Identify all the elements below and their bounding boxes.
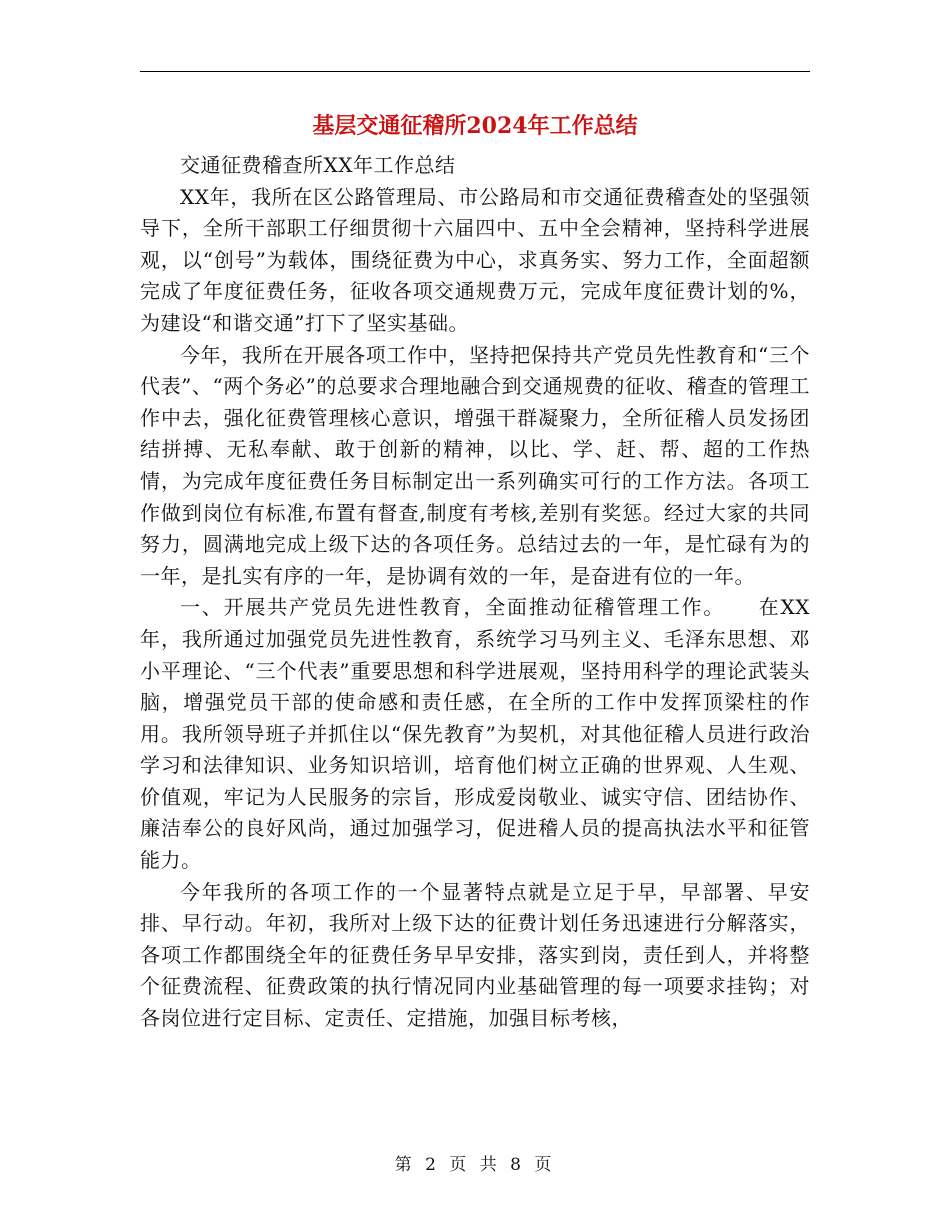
page-number-footer: 第 2 页 共 8 页: [394, 1155, 556, 1175]
document-title: 基层交通征稽所2024年工作总结: [312, 113, 638, 139]
body-paragraph: 一、开展共产党员先进性教育，全面推动征稽管理工作。 在XX年，我所通过加强党员先进性教育，系统学习马列主义、毛泽东思想、邓小平理论、“三个代表”重要思想和科学进展观，坚持用科学的理论武装头脑，增强党员干部的使命感和责任感，在全所的工作中发挥顶梁柱的作用。我所领导班子并抓住以“保先教育”为契机，对其他征稽人员进行政治学习和法律知识、业务知识培训，培育他们树立正确的世界观、人生观、价值观，牢记为人民服务的宗旨，形成爱岗敬业、诚实守信、团结协作、廉洁奉公的良好风尚，通过加强学习，促进稽人员的提高执法水平和征管能力。: [140, 595, 810, 873]
body-paragraph: 今年我所的各项工作的一个显著特点就是立足于早，早部署、早安排、早行动。年初，我所对上级下达的征费计划任务迅速进行分解落实，各项工作都围绕全年的征费任务早早安排，落实到岗，责任到人，并将整个征费流程、征费政策的执行情况同内业基础管理的每一项要求挂钩；对各岗位进行定目标、定责任、定措施，加强目标考核，: [140, 879, 810, 1031]
body-paragraph: 交通征费稽查所XX年工作总结: [180, 153, 456, 177]
document-body: [140, 150, 810, 1035]
header-rule: [140, 71, 810, 72]
body-paragraph: 今年，我所在开展各项工作中，坚持把保持共产党员先性教育和“三个代表”、“两个务必”的总要求合理地融合到交通规费的征收、稽查的管理工作中去，强化征费管理核心意识，增强干群凝聚力，全所征稽人员发扬团结拼搏、无私奉献、敢于创新的精神，以比、学、赶、帮、超的工作热情，为完成年度征费任务目标制定出一系列确实可行的工作方法。各项工作做到岗位有标准,布置有督查,制度有考核,差别有奖惩。经过大家的共同努力，圆满地完成上级下达的各项任务。总结过去的一年，是忙碌有为的一年，是扎实有序的一年，是协调有效的一年，是奋进有位的一年。: [140, 342, 810, 588]
body-paragraph: XX年，我所在区公路管理局、市公路局和市交通征费稽查处的坚强领导下，全所干部职工仔细贯彻十六届四中、五中全会精神，坚持科学进展观，以“创号”为载体，围绕征费为中心，求真务实、努力工作，全面超额完成了年度征费任务，征收各项交通规费万元，完成年度征费计划的%，为建设“和谐交通”打下了坚实基础。: [140, 184, 810, 335]
